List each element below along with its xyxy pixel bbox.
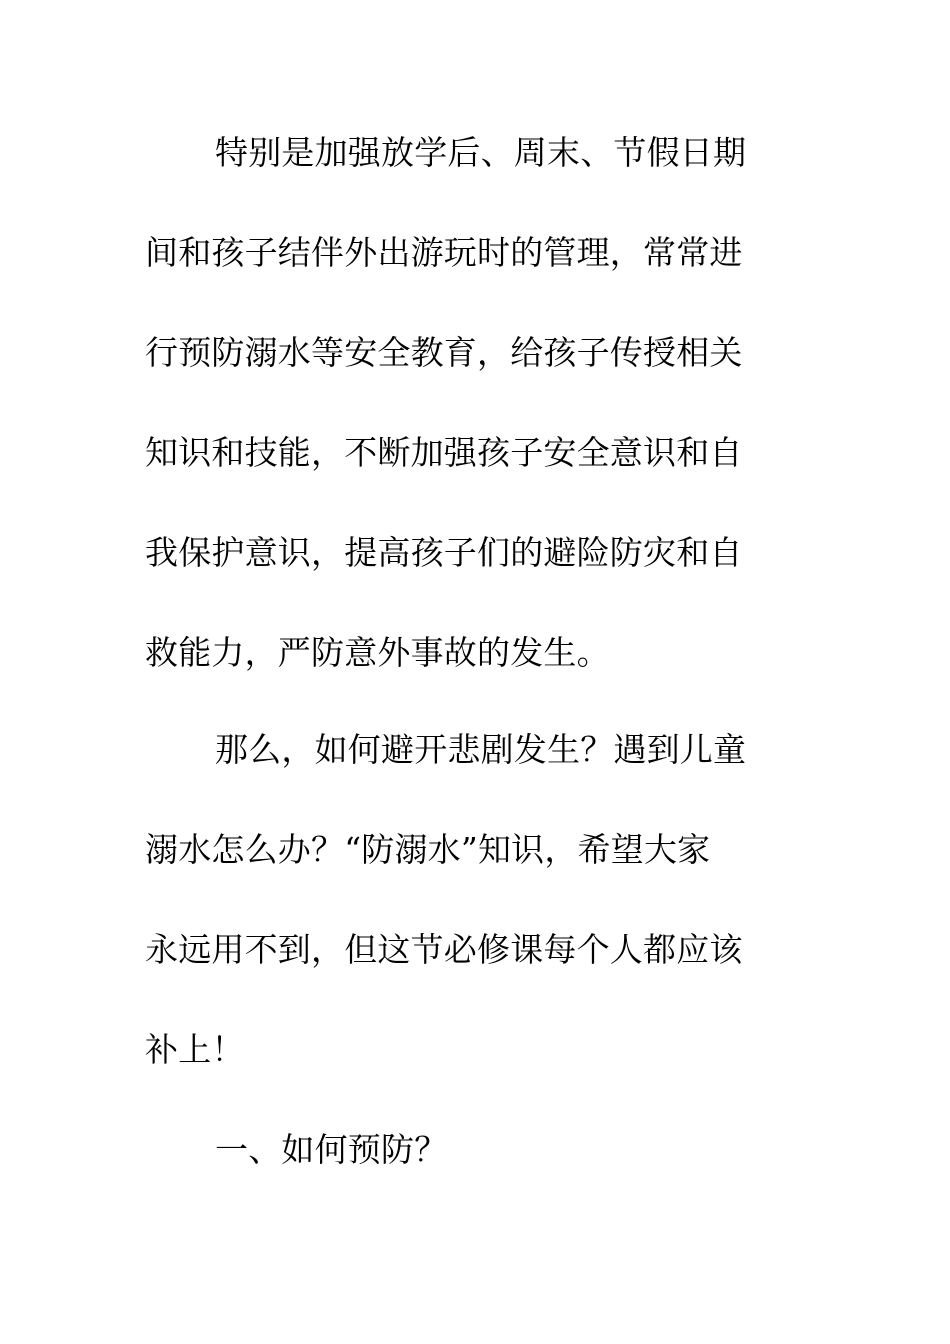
section-heading: 一、如何预防？ bbox=[215, 1130, 448, 1169]
paragraph-2-line-1: 那么，如何避开悲剧发生？遇到儿童 bbox=[215, 730, 747, 769]
paragraph-1-line-3: 行预防溺水等安全教育，给孩子传授相关 bbox=[145, 333, 743, 372]
paragraph-2-line-2: 溺水怎么办？“防溺水”知识，希望大家 bbox=[145, 830, 711, 869]
paragraph-1-line-2: 间和孩子结伴外出游玩时的管理，常常进 bbox=[145, 233, 743, 272]
paragraph-2-line-3: 永远用不到，但这节必修课每个人都应该 bbox=[145, 930, 743, 969]
paragraph-1-line-6: 救能力，严防意外事故的发生。 bbox=[145, 633, 610, 672]
paragraph-1-line-4: 知识和技能，不断加强孩子安全意识和自 bbox=[145, 433, 743, 472]
paragraph-1-line-1: 特别是加强放学后、周末、节假日期 bbox=[215, 133, 747, 172]
paragraph-2-line-4: 补上！ bbox=[145, 1030, 245, 1069]
paragraph-1-line-5: 我保护意识，提高孩子们的避险防灾和自 bbox=[145, 533, 743, 572]
